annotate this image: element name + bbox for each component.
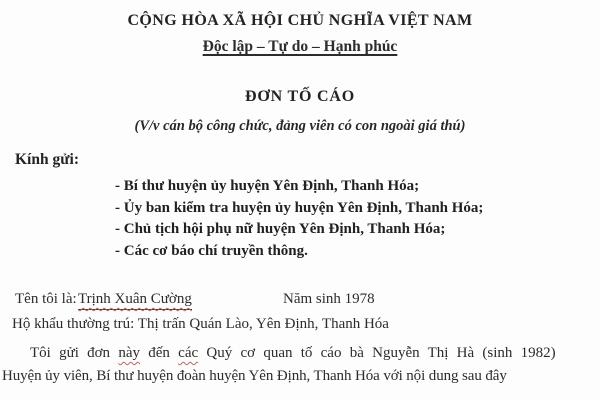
body-text-segment: Quý cơ quan tố cáo bà Nguyễn Thị Hà (sinh 1982): [198, 345, 556, 361]
recipient-item: - Chủ tịch hội phụ nữ huyện Yên Định, Thanh Hóa;: [115, 221, 446, 237]
residence-line: Hộ khẩu thường trú: Thị trấn Quán Lào, Yên Định, Thanh Hóa: [12, 316, 389, 332]
recipient-item: - Ủy ban kiểm tra huyện ủy huyện Yên Định, Thanh Hóa;: [115, 199, 484, 216]
body-text-segment: Tôi gửi đơn: [30, 345, 119, 361]
body-spellcheck-word: các: [178, 345, 199, 361]
national-motto-text: Độc lập – Tự do – Hạnh phúc: [202, 38, 398, 55]
body-paragraph-line1: [30, 345, 592, 362]
declarant-birth-year: Năm sinh 1978: [283, 291, 375, 307]
body-paragraph-line2: Huyện ủy viên, Bí thư huyện đoàn huyện Yên Định, Thanh Hóa với nội dung sau đây: [2, 368, 507, 384]
national-header-line: CỘNG HÒA XÃ HỘI CHỦ NGHĨA VIỆT NAM: [127, 12, 473, 29]
salutation-label: Kính gửi:: [15, 151, 79, 168]
national-motto-line: [0, 38, 600, 56]
recipient-item: - Bí thư huyện ủy huyện Yên Định, Thanh Hóa;: [115, 178, 420, 194]
document-subtitle: (V/v cán bộ công chức, đảng viên có con ngoài giá thú): [134, 118, 466, 134]
declarant-name: Trịnh Xuân Cường: [78, 291, 192, 307]
declarant-name-underline: [78, 291, 192, 310]
body-text-segment: đến: [139, 345, 179, 361]
document-title: ĐƠN TỐ CÁO: [245, 88, 355, 105]
declarant-name-label: Tên tôi là:: [15, 291, 77, 307]
recipient-item: - Các cơ báo chí truyền thông.: [115, 242, 308, 259]
recipient-list: [115, 176, 483, 262]
body-spellcheck-word: này: [118, 345, 140, 361]
